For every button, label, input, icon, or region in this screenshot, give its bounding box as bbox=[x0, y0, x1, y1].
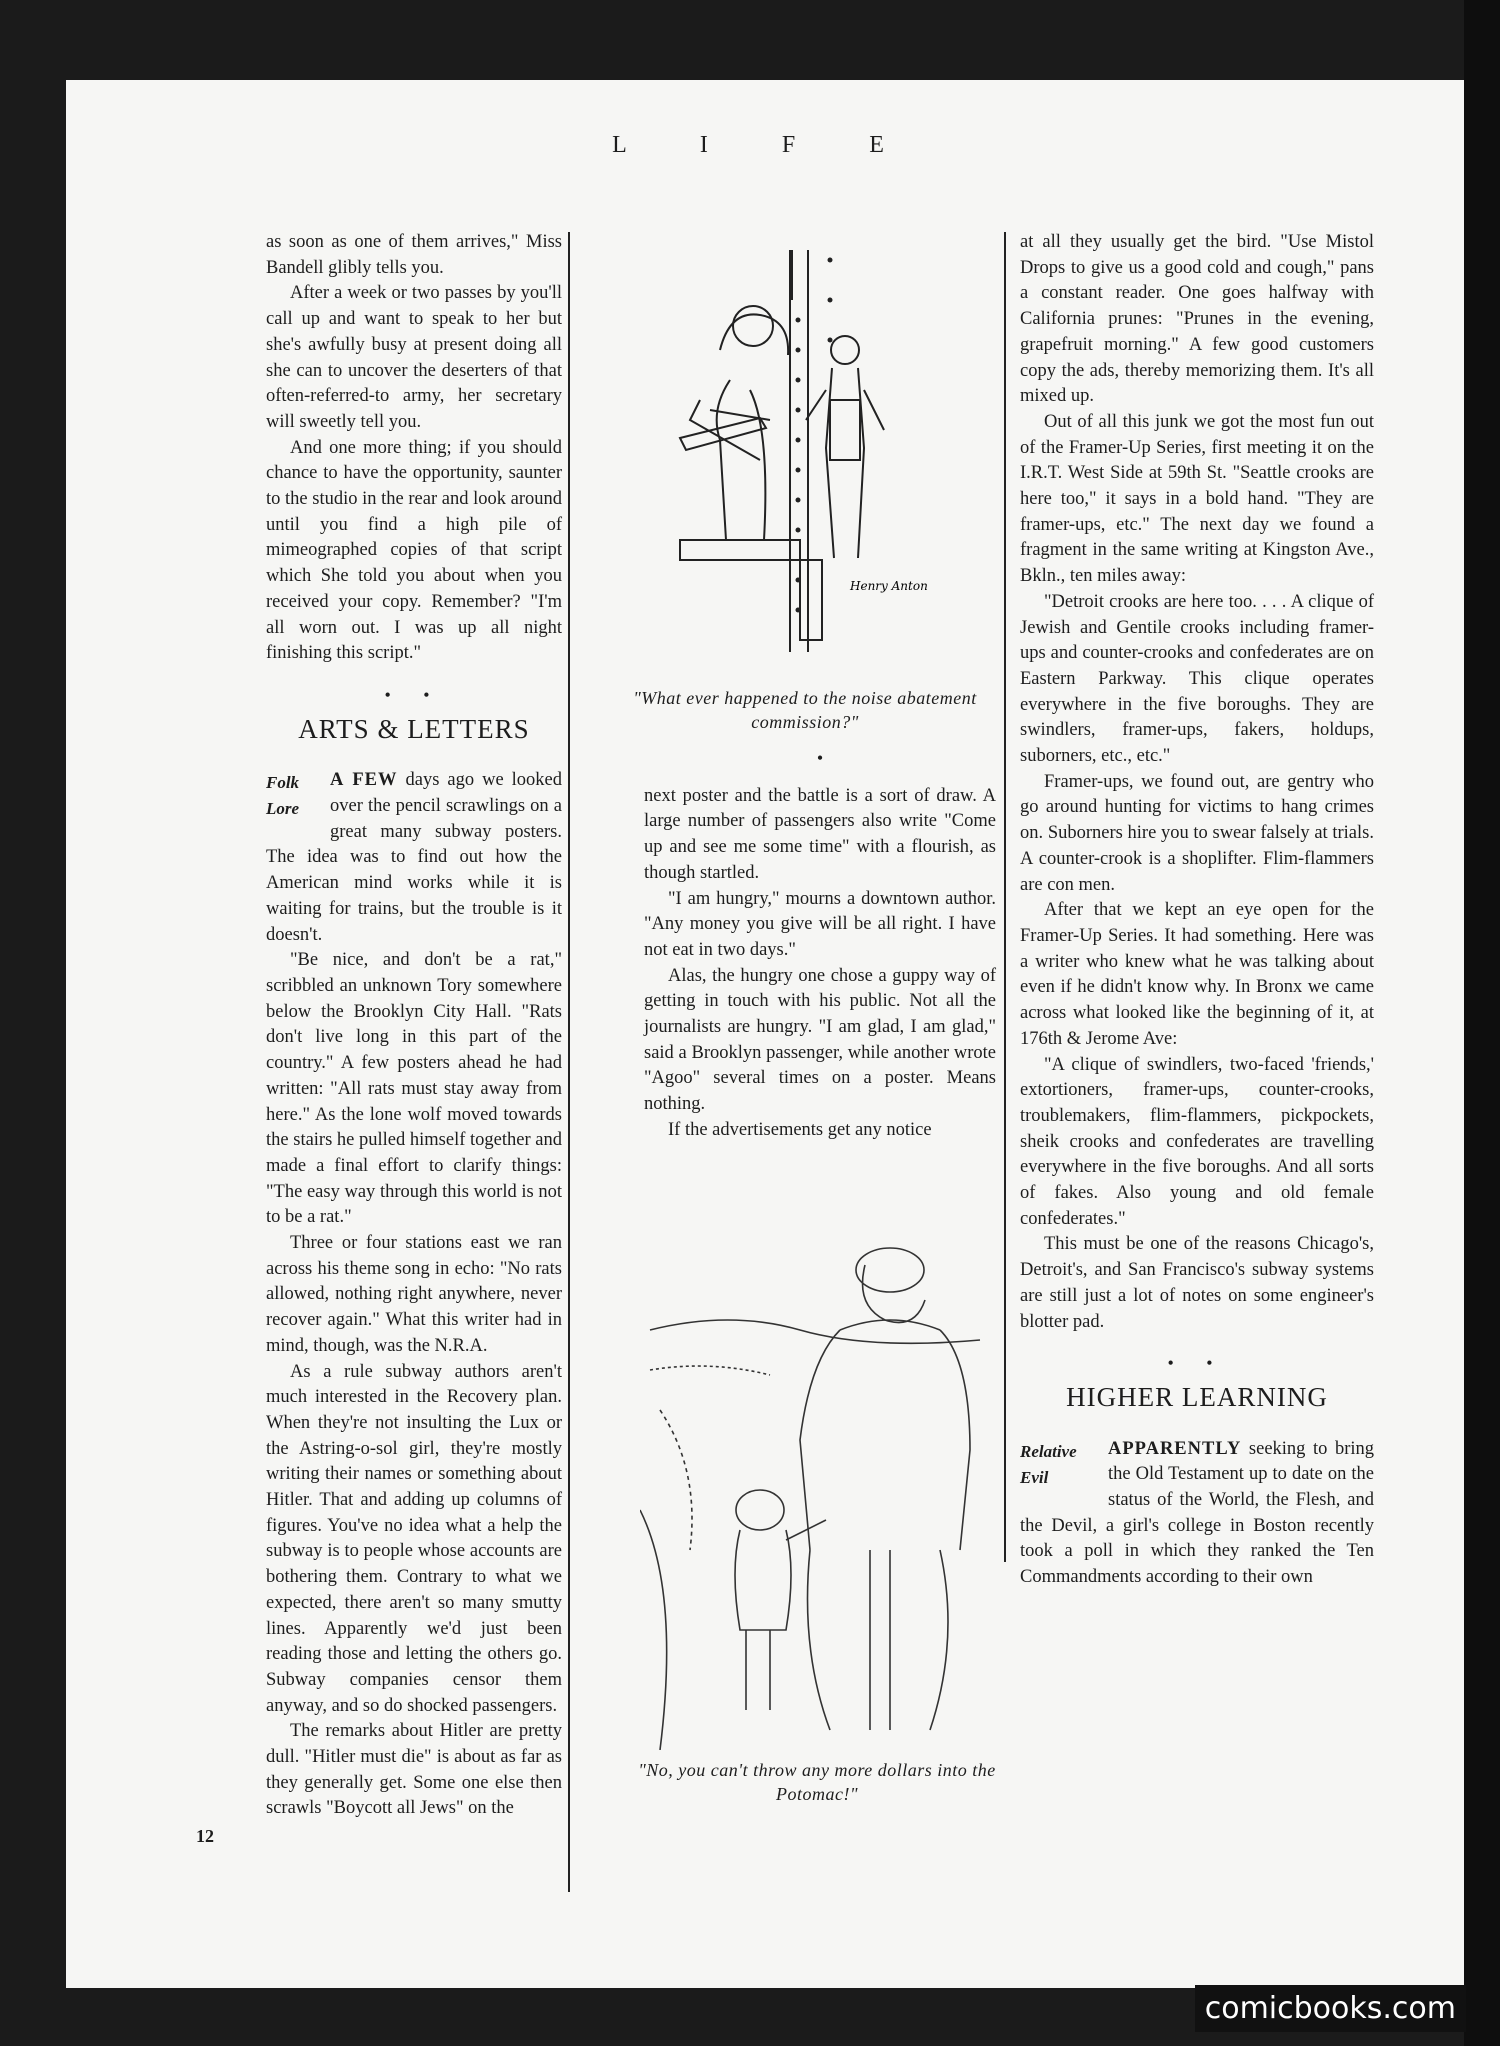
scan-edge bbox=[1464, 0, 1500, 2046]
cartoon-caption: "No, you can't throw any more dollars into the Potomac!" bbox=[638, 1760, 996, 1804]
paragraph-text: seeking to bring the Old Testament up to date on the status of the World, the Flesh, and the Devil, a girl's college in Boston recently took a poll in which they ranked the Ten Commandments according to their own bbox=[1020, 1438, 1374, 1588]
cartoon-drawing bbox=[640, 1210, 990, 1750]
section-title-arts-letters: ARTS & LETTERS bbox=[298, 713, 530, 744]
lead-caps: APPARENTLY bbox=[1108, 1438, 1242, 1459]
watermark: comicbooks.com bbox=[1195, 1985, 1466, 2032]
lead-caps: A FEW bbox=[330, 770, 398, 791]
paragraph: After a week or two passes by you'll call up and want to speak to her but she's awfully busy at present doing all she can to uncover the deserters of that often-referred-to army, her secretary will sweetly tell you. bbox=[266, 283, 562, 432]
margin-label-folk-lore bbox=[266, 770, 324, 822]
paragraph: This must be one of the reasons Chicago's, Detroit's, and San Francisco's subway systems are still just a lot of notes on some engineer's blotter pad. bbox=[1020, 1234, 1374, 1332]
paragraph: After that we kept an eye open for the Framer-Up Series. It had something. Here was a writer who knew what he was talking about even if he didn't know why. In Bronx we came across what looked like the beginning of it, at 176th & Jerome Ave: bbox=[1020, 900, 1374, 1049]
paragraph-text: days ago we looked over the pencil scrawlings on a great many subway posters. The idea was to find out how the American mind works while it is waiting for trains, but the trouble is it doesn't. bbox=[266, 770, 563, 945]
cartoon-caption: "What ever happened to the noise abatement commission?" bbox=[633, 688, 977, 732]
paragraph: "Detroit crooks are here too. . . . A clique of Jewish and Gentile crooks including framer-ups and counter-crooks and confederates are on Eastern Parkway. This clique operates everywhere in the five boroughs. They are swindlers, framer-ups, fakers, holdups, suborners, etc., etc." bbox=[1020, 591, 1374, 767]
section-divider: • • bbox=[384, 684, 444, 705]
section-divider: • • bbox=[1167, 1353, 1227, 1374]
paragraph: "I am hungry," mourns a downtown author. "Any money you give will be all right. I have not eat in two days." bbox=[644, 888, 996, 960]
margin-label-relative-evil bbox=[1020, 1439, 1102, 1491]
section-divider: • bbox=[816, 748, 824, 768]
column-3 bbox=[1020, 230, 1374, 1591]
cartoon-potomac bbox=[640, 1210, 990, 1750]
paragraph: Out of all this junk we got the most fun out of the Framer-Up Series, first meeting it on the I.R.T. West Side at 59th St. "Seattle crooks are here too," it says in a bold hand. "They are framer-ups, etc." The next day we found a fragment in the same writing at Kingston Ave., Bkln., ten miles away: bbox=[1020, 411, 1374, 587]
margin-label-line: Relative bbox=[1020, 1441, 1077, 1461]
paragraph: "A clique of swindlers, two-faced 'friends,' extortioners, framer-ups, counter-crooks, troublemakers, flim-flammers, pickpockets, sheik crooks and confederates are travelling everywhere in the five boroughs. And all sorts of fakes. Also young and old female confederates." bbox=[1020, 1054, 1374, 1229]
paragraph: at all they usually get the bird. "Use Mistol Drops to give us a good cold and cough," pans a constant reader. One goes halfway with California prunes: "Prunes in the evening, grapefruit morning." A few good customers copy the ads, thereby memorizing them. It's all mixed up. bbox=[1020, 232, 1374, 407]
paragraph: "Be nice, and don't be a rat," scribbled an unknown Tory somewhere below the Brooklyn City Hall. "Rats don't live long in this part of the country." A few posters ahead he had written: "All rats must stay away from here." As the lone wolf moved towards the stairs he pulled himself together and made a final effort to clarify things: "The easy way through this world is not to be a rat." bbox=[266, 950, 562, 1228]
margin-label-line: Lore bbox=[266, 799, 300, 819]
margin-label-line: Folk bbox=[266, 773, 300, 793]
paragraph: And one more thing; if you should chance to have the opportunity, saunter to the studio in the rear and look around until you find a high pile of mimeographed copies of that script which She told you about when you received your copy. Remember? "I'm all worn out. I was up all night finishing this script." bbox=[266, 437, 562, 664]
column-2 bbox=[644, 748, 996, 1144]
column-rule-left bbox=[568, 232, 570, 1892]
paragraph: as soon as one of them arrives," Miss Bandell glibly tells you. bbox=[266, 232, 562, 278]
section-title-higher-learning: HIGHER LEARNING bbox=[1066, 1381, 1328, 1412]
running-head: L I F E bbox=[612, 132, 918, 158]
cartoon-signature: Henry Anton bbox=[850, 579, 928, 593]
column-rule-right bbox=[1004, 232, 1006, 1562]
paragraph: As a rule subway authors aren't much interested in the Recovery plan. When they're not insulting the Lux or the Astring-o-sol girl, they're mostly writing their names or something about Hitler. That and adding up columns of figures. You've no idea what a help the subway is to people whose accounts are bothering them. Contrary to what we expected, there aren't so many smutty lines. Apparently we'd just been reading those and letting the others go. Subway companies censor them anyway, and so do shocked passengers. bbox=[266, 1361, 562, 1716]
paragraph: Three or four stations east we ran across his theme song in echo: "No rats allowed, nothing right anywhere, never recover again." What this writer had in mind, though, was the N.R.A. bbox=[266, 1233, 562, 1356]
cartoon-drawing bbox=[640, 240, 940, 660]
paragraph: Framer-ups, we found out, are gentry who go around hunting for victims to hang crimes on. Suborners hire you to swear falsely at trials. A counter-crook is a shoplifter. Flim-flammers are con men. bbox=[1020, 771, 1374, 895]
paragraph: If the advertisements get any notice bbox=[668, 1119, 932, 1140]
page-number: 12 bbox=[196, 1826, 214, 1846]
margin-label-line: Evil bbox=[1020, 1467, 1049, 1487]
paragraph: The remarks about Hitler are pretty dull. "Hitler must die" is about as far as they generally get. Some one else then scrawls "Boycott all Jews" on the bbox=[266, 1721, 562, 1819]
paragraph: Alas, the hungry one chose a guppy way of getting in touch with his public. Not all the journalists are hungry. "I am glad, I am glad," said a Brooklyn passenger, while another wrote "Agoo" several times on a poster. Means nothing. bbox=[644, 965, 996, 1115]
column-1 bbox=[266, 230, 562, 1822]
paragraph: next poster and the battle is a sort of draw. A large number of passengers also write "Come up and see me some time" with a flourish, as though startled. bbox=[644, 785, 996, 883]
cartoon-noise-abatement bbox=[640, 240, 940, 660]
